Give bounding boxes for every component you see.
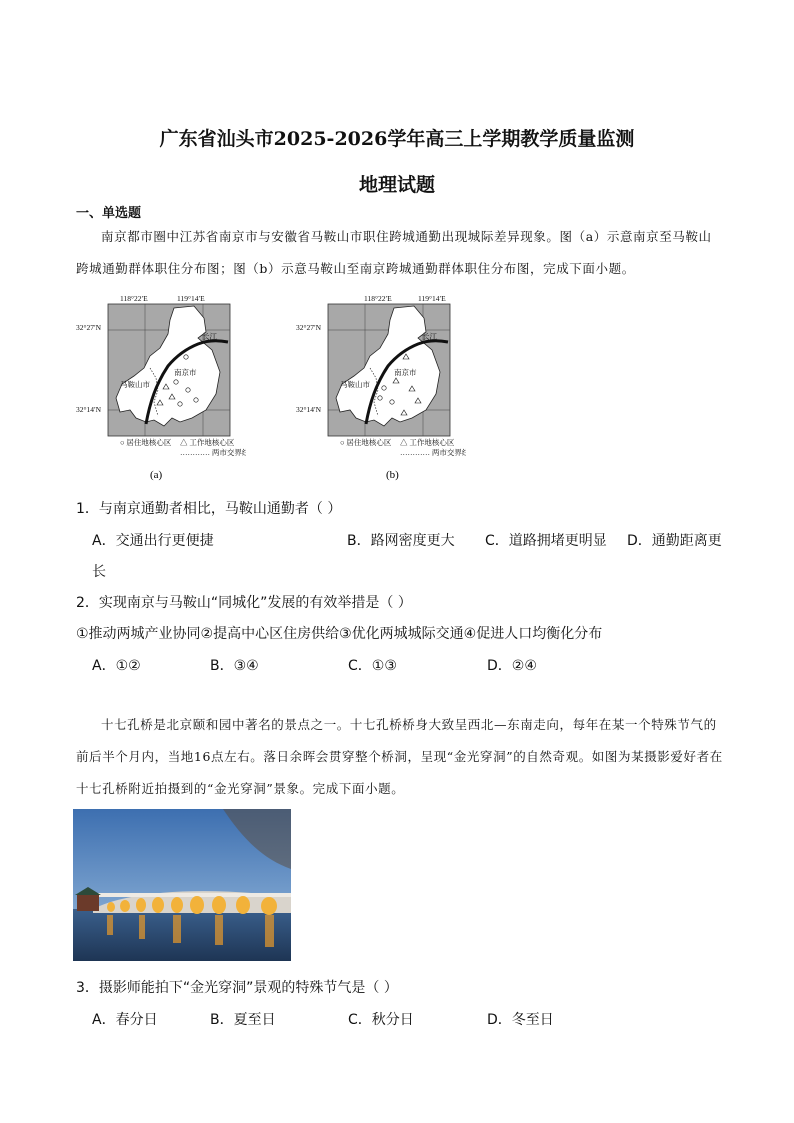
question-3-stem: 3．摄影师能拍下“金光穿洞”景观的特殊节气是（ ） <box>76 980 398 996</box>
map-a-legend-work: △ 工作地核心区 <box>180 438 235 447</box>
map-b-lat1: 32°27′N <box>296 323 322 332</box>
map-b-river: 长江 <box>422 332 437 341</box>
passage-1: 南京都市圈中江苏省南京市与安徽省马鞍山市职住跨城通勤出现城际差异现象。图（a）示意南京至马鞍山跨城通勤群体职住分布图；图（b）示意马鞍山至南京跨城通勤群体职住分布图，完成下面小题。 <box>76 229 712 276</box>
map-a-lon1: 118°22′E <box>120 294 148 303</box>
map-a-legend-home: ○ 居住地核心区 <box>120 438 172 447</box>
map-b-lat2: 32°14′N <box>296 405 322 414</box>
map-b-lon1: 118°22′E <box>364 294 392 303</box>
q1-option-d[interactable]: D．通勤距离更 <box>627 533 722 549</box>
map-a-river: 长江 <box>202 332 217 341</box>
map-figure-a <box>76 292 246 482</box>
map-a-lon2: 119°14′E <box>177 294 205 303</box>
question-2-items: ①推动两城产业协同②提高中心区住房供给③优化两城城际交通④促进人口均衡化分布 <box>76 626 603 642</box>
question-2-stem: 2．实现南京与马鞍山“同城化”发展的有效举措是（ ） <box>76 595 412 611</box>
bridge-photo <box>73 809 291 961</box>
q1-option-d-wrap: 长 <box>92 564 106 580</box>
q3-option-d[interactable]: D．冬至日 <box>487 1012 554 1028</box>
page-subtitle: 地理试题 <box>358 174 435 196</box>
map-b-legend-border: ………… 两市交界线 <box>400 448 466 457</box>
q1-option-b[interactable]: B．路网密度更大 <box>347 533 455 549</box>
map-a-legend-border: ………… 两市交界线 <box>180 448 246 457</box>
q1-option-c[interactable]: C．道路拥堵更明显 <box>485 533 607 549</box>
map-a-lat1: 32°27′N <box>76 323 102 332</box>
passage-2: 十七孔桥是北京颐和园中著名的景点之一。十七孔桥桥身大致呈西北—东南走向，每年在某一个特殊节气的前后半个月内，当地16点左右。落日余晖会贯穿整个桥洞，呈现“金光穿洞”的自然奇观。如图为某摄影爱好者在十七孔桥附近拍摄到的“金光穿洞”景象。完成下面小题。 <box>76 717 723 796</box>
map-b-caption: (b) <box>386 469 399 481</box>
map-a-caption: (a) <box>150 469 163 481</box>
q2-option-d[interactable]: D．②④ <box>487 658 537 674</box>
page-title: 广东省汕头市2025-2026学年高三上学期教学质量监测 <box>159 128 635 150</box>
question-1-stem: 1．与南京通勤者相比，马鞍山通勤者（ ） <box>76 501 342 517</box>
map-b-lon2: 119°14′E <box>418 294 446 303</box>
map-b-legend-home: ○ 居住地核心区 <box>340 438 392 447</box>
map-a-lat2: 32°14′N <box>76 405 102 414</box>
map-a-city-maanshan: 马鞍山市 <box>120 380 150 389</box>
q2-option-a[interactable]: A．①② <box>92 658 141 674</box>
q3-option-a[interactable]: A．春分日 <box>92 1012 158 1028</box>
map-a-city-nanjing: 南京市 <box>174 368 197 377</box>
q3-option-c[interactable]: C．秋分日 <box>348 1012 414 1028</box>
map-figure-b <box>296 292 466 482</box>
map-b-city-maanshan: 马鞍山市 <box>340 380 370 389</box>
map-b-legend-work: △ 工作地核心区 <box>400 438 455 447</box>
q3-option-b[interactable]: B．夏至日 <box>210 1012 276 1028</box>
q1-option-a[interactable]: A．交通出行更便捷 <box>92 533 214 549</box>
q2-option-b[interactable]: B．③④ <box>210 658 259 674</box>
map-b-city-nanjing: 南京市 <box>394 368 417 377</box>
q2-option-c[interactable]: C．①③ <box>348 658 397 674</box>
section-heading: 一、单选题 <box>76 206 142 221</box>
